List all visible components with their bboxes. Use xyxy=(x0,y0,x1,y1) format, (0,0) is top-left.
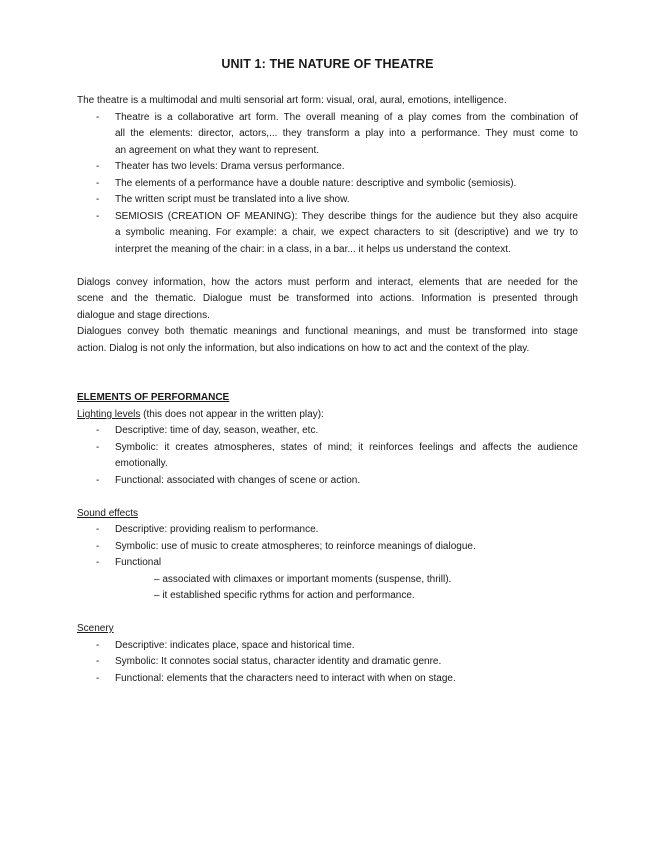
sub-bullet-text: – associated with climaxes or important moments (suspense, thrill). xyxy=(154,574,452,585)
bullet-text: Functional: associated with changes of scene or action. xyxy=(115,475,361,486)
bullet-text: Theater has two levels: Drama versus performance. xyxy=(115,161,345,172)
bullet-text: an agreement on what they want to represent. xyxy=(115,145,320,156)
bullet-text: interpret the meaning of the chair: in a class, in a bar... it helps us understand the context. xyxy=(115,244,511,255)
bullet-text: emotionally. xyxy=(115,458,168,469)
sub-bullet-text: – it established specific rythms for action and performance. xyxy=(154,590,415,601)
bullet-dash: - xyxy=(96,178,100,189)
intro-paragraph: The theatre is a multimodal and multi sensorial art form: visual, oral, aural, emotions, intelligence. xyxy=(77,95,507,106)
paragraph-line: dialogue and stage directions. xyxy=(77,310,210,321)
subsection-heading: Scenery xyxy=(77,623,114,634)
bullet-text: all the elements: director, actors,... they transform a play into a performance. They must come to xyxy=(115,128,578,139)
bullet-text: a symbolic meaning. For example: a chair, we expect characters to sit (descriptive) and we try to xyxy=(115,227,578,238)
bullet-text: Descriptive: time of day, season, weather, etc. xyxy=(115,425,319,436)
bullet-dash: - xyxy=(96,557,100,568)
bullet-text: Symbolic: it creates atmospheres, states of mind; it reinforces feelings and affects the audience xyxy=(115,442,578,453)
paragraph-line: action. Dialog is not only the information, but also indications on how to act and the context of the play. xyxy=(77,343,530,354)
bullet-text: Descriptive: providing realism to performance. xyxy=(115,524,319,535)
bullet-text: The elements of a performance have a double nature: descriptive and symbolic (semiosis). xyxy=(115,178,517,189)
bullet-dash: - xyxy=(96,524,100,535)
paragraph-line: Dialogs convey information, how the actors must perform and interact, elements that are needed for the xyxy=(77,277,578,288)
bullet-text: SEMIOSIS (CREATION OF MEANING): They describe things for the audience but they also acquire xyxy=(115,211,578,222)
bullet-text: Theatre is a collaborative art form. The overall meaning of a play comes from the combination of xyxy=(115,112,578,123)
page-title: UNIT 1: THE NATURE OF THEATRE xyxy=(221,57,434,71)
subsection-heading: Lighting levels xyxy=(77,409,141,420)
subsection-heading: Sound effects xyxy=(77,508,138,519)
bullet-text: The written script must be translated into a live show. xyxy=(115,194,350,205)
bullet-text: Functional: elements that the characters need to interact with when on stage. xyxy=(115,673,456,684)
bullet-text: Descriptive: indicates place, space and historical time. xyxy=(115,640,355,651)
lighting-heading-line xyxy=(77,408,324,421)
bullet-text: Symbolic: use of music to create atmospheres; to reinforce meanings of dialogue. xyxy=(115,541,476,552)
bullet-dash: - xyxy=(96,211,100,222)
paragraph-line: Dialogues convey both thematic meanings and functional meanings, and must be transformed into stage xyxy=(77,326,578,337)
bullet-dash: - xyxy=(96,112,100,123)
bullet-text: Symbolic: It connotes social status, character identity and dramatic genre. xyxy=(115,656,442,667)
paragraph-line: scene and the thematic. Dialogue must be transformed into actions. Information is presented through xyxy=(77,293,578,304)
bullet-dash: - xyxy=(96,656,100,667)
bullet-dash: - xyxy=(96,161,100,172)
bullet-dash: - xyxy=(96,640,100,651)
bullet-dash: - xyxy=(96,194,100,205)
section-heading: ELEMENTS OF PERFORMANCE xyxy=(77,392,230,403)
bullet-dash: - xyxy=(96,541,100,552)
subsection-note: (this does not appear in the written play): xyxy=(140,409,324,420)
bullet-text: Functional xyxy=(115,557,162,568)
bullet-dash: - xyxy=(96,673,100,684)
bullet-dash: - xyxy=(96,442,100,453)
bullet-dash: - xyxy=(96,425,100,436)
bullet-dash: - xyxy=(96,475,100,486)
